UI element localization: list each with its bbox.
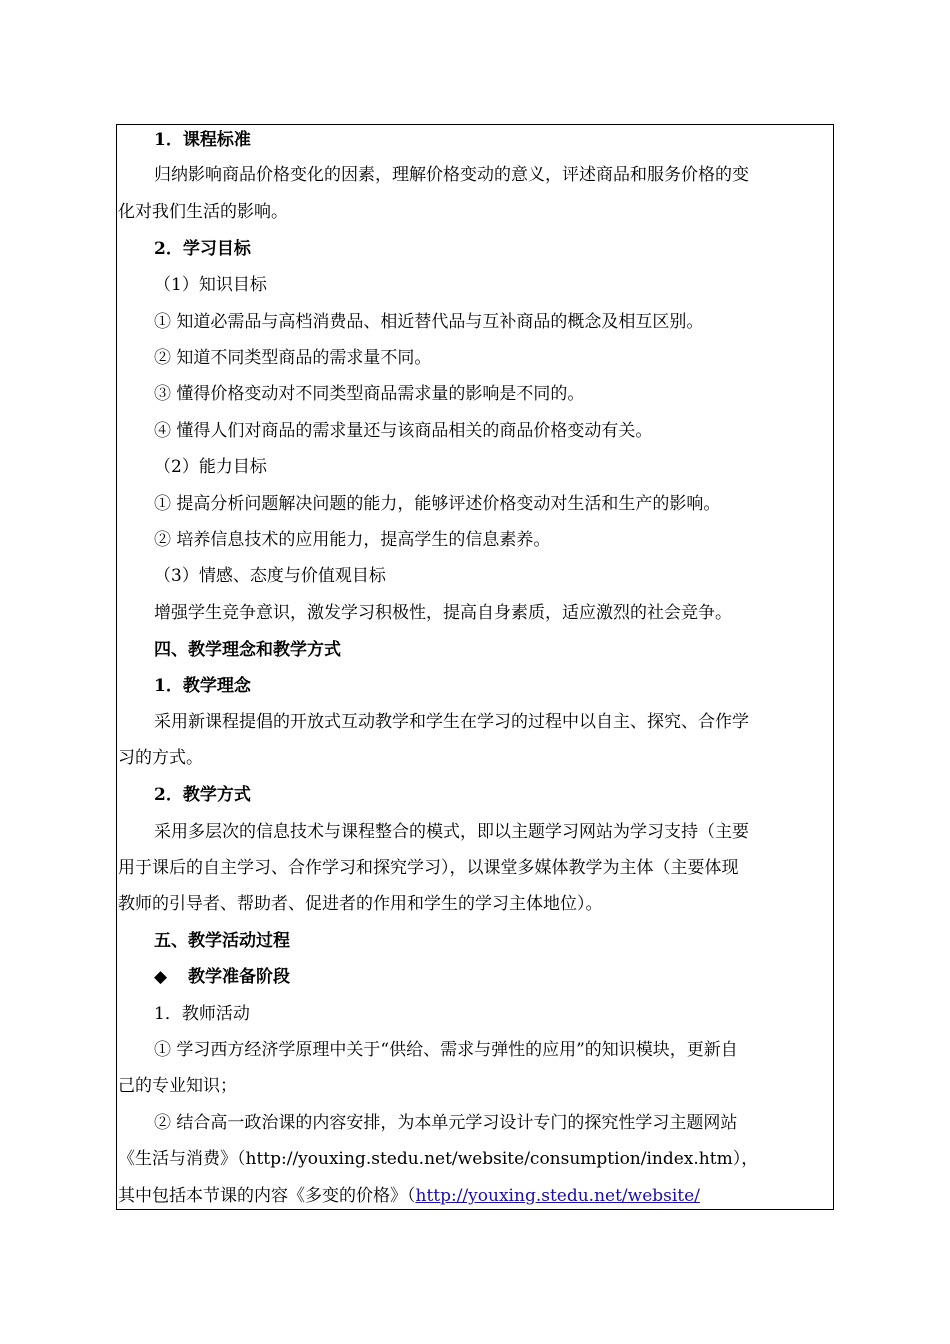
list-item: ③ 懂得价格变动对不同类型商品需求量的影响是不同的。 [154, 384, 585, 404]
list-item: ④ 懂得人们对商品的需求量还与该商品相关的商品价格变动有关。 [154, 421, 653, 441]
heading-prep-stage [118, 967, 830, 987]
heading-course-standard: 1．课程标准 [154, 130, 251, 150]
section-heading-4: 四、教学理念和教学方式 [154, 640, 341, 660]
paragraph-line: 己的专业知识； [118, 1076, 237, 1096]
list-item: ② 培养信息技术的应用能力，提高学生的信息素养。 [154, 530, 551, 550]
subheading-knowledge-goals: （1）知识目标 [154, 275, 267, 295]
paragraph-line: 归纳影响商品价格变化的因素，理解价格变动的意义，评述商品和服务价格的变 [154, 165, 749, 185]
paragraph-line: 用于课后的自主学习、合作学习和探究学习），以课堂多媒体教学为主体（主要体现 [118, 858, 739, 878]
paragraph-line: 采用多层次的信息技术与课程整合的模式，即以主题学习网站为学习支持（主要 [154, 822, 749, 842]
website-link[interactable]: http://youxing.stedu.net/website/ [415, 1186, 700, 1206]
list-item: ① 学习西方经济学原理中关于“供给、需求与弹性的应用”的知识模块，更新自 [154, 1040, 738, 1060]
section-heading-5: 五、教学活动过程 [154, 931, 290, 951]
paragraph-line [118, 1186, 830, 1206]
heading-learning-goals: 2．学习目标 [154, 239, 251, 259]
list-item: ② 知道不同类型商品的需求量不同。 [154, 348, 432, 368]
list-item: ① 知道必需品与高档消费品、相近替代品与互补商品的概念及相互区别。 [154, 312, 704, 332]
diamond-bullet-icon: ◆ [154, 967, 168, 987]
heading-prep-stage-label: 教学准备阶段 [188, 967, 290, 987]
paragraph-text: 其中包括本节课的内容《多变的价格》（ [118, 1186, 416, 1206]
list-item: ② 结合高一政治课的内容安排，为本单元学习设计专门的探究性学习主题网站 [154, 1113, 738, 1133]
paragraph-line: 《生活与消费》（http://youxing.stedu.net/website/consumption/index.htm）， [118, 1149, 759, 1169]
subheading-teacher-activity: 1．教师活动 [154, 1004, 250, 1024]
paragraph-line: 教师的引导者、帮助者、促进者的作用和学生的学习主体地位）。 [118, 894, 603, 914]
subheading-ability-goals: （2）能力目标 [154, 457, 267, 477]
paragraph-line: 习的方式。 [118, 748, 203, 768]
paragraph-line: 增强学生竞争意识，激发学习积极性，提高自身素质，适应激烈的社会竞争。 [154, 603, 732, 623]
paragraph-line: 化对我们生活的影响。 [118, 202, 288, 222]
subheading-attitude-goals: （3）情感、态度与价值观目标 [154, 566, 386, 586]
list-item: ① 提高分析问题解决问题的能力，能够评述价格变动对生活和生产的影响。 [154, 494, 721, 514]
heading-teaching-method: 2．教学方式 [154, 785, 251, 805]
paragraph-line: 采用新课程提倡的开放式互动教学和学生在学习的过程中以自主、探究、合作学 [154, 712, 749, 732]
heading-teaching-philosophy: 1．教学理念 [154, 676, 251, 696]
